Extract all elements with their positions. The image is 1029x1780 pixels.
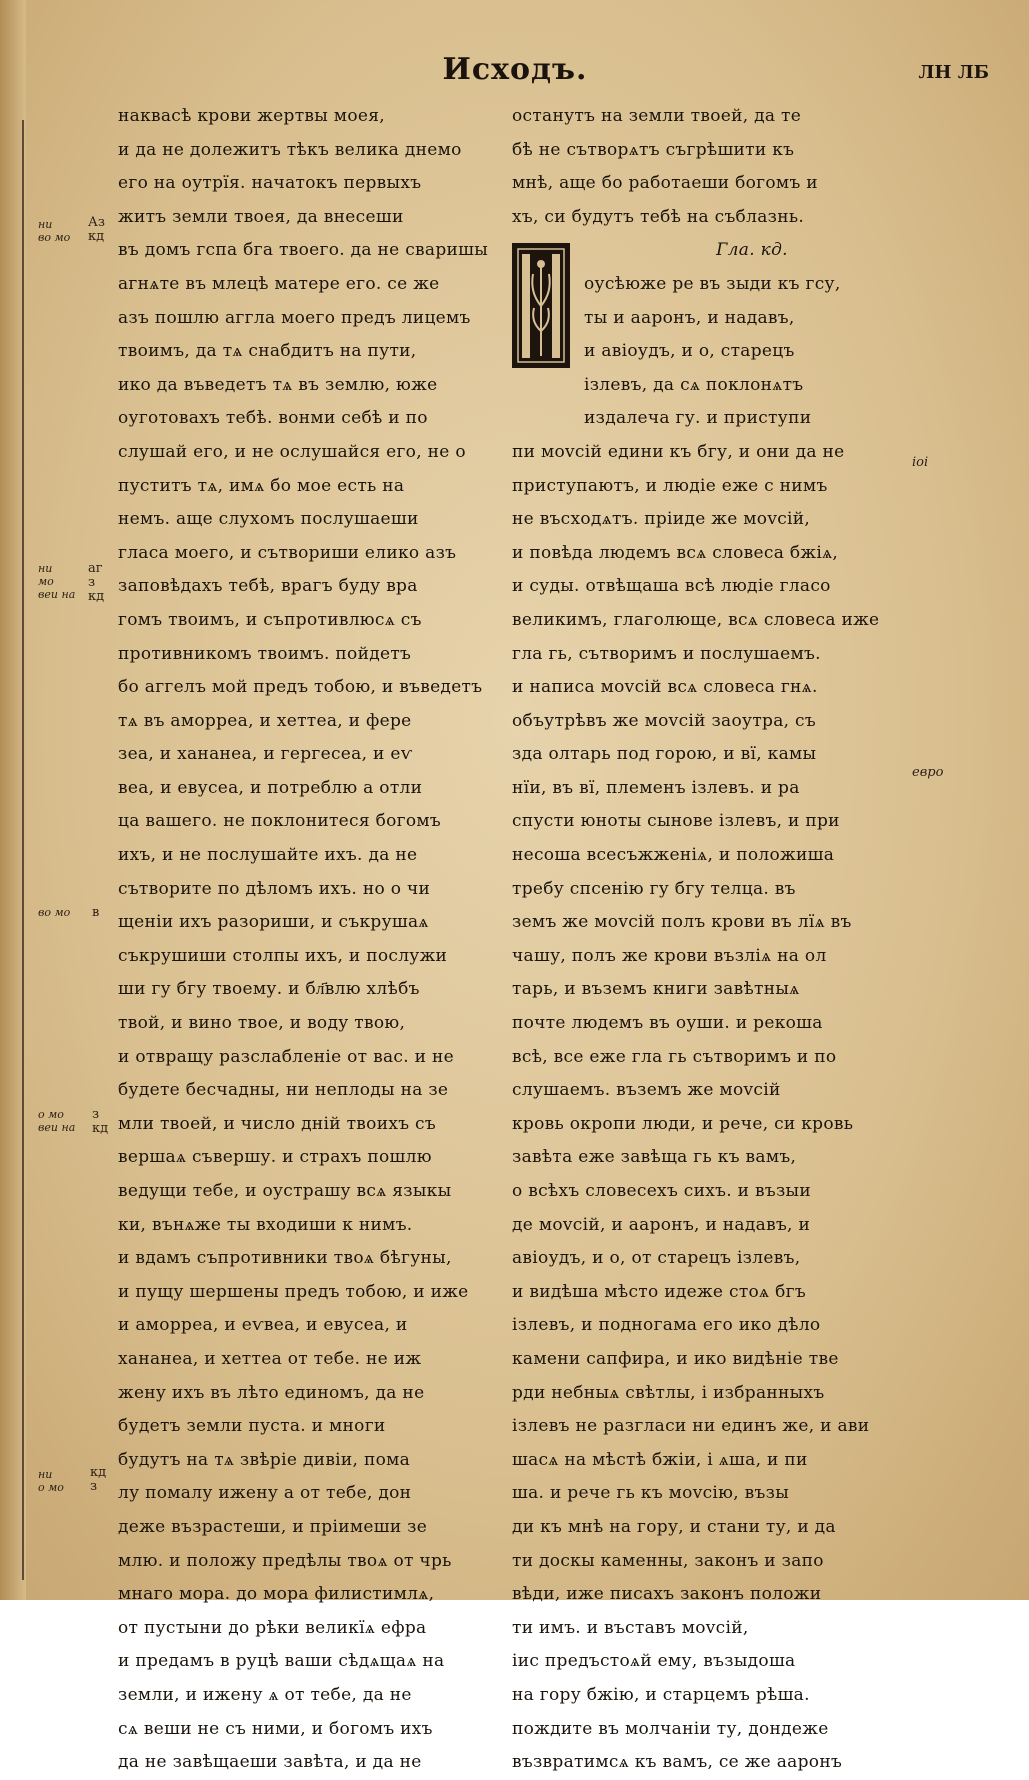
text-line: требу спсенію гу бгу телца. въ xyxy=(512,878,796,899)
right-margin-note: іоі xyxy=(912,455,929,470)
text-line: на гору бжію, и старцемъ рѣша. xyxy=(512,1684,810,1705)
margin-note: во мо xyxy=(38,906,71,919)
margin-note: о мо веи на xyxy=(38,1108,76,1134)
text-line: не въсходѧтъ. пріиде же моvсій, xyxy=(512,509,811,530)
text-line: жену ихъ въ лѣто единомъ, да не xyxy=(118,1382,425,1403)
text-line: шасѧ на мѣстѣ бжіи, і ѧша, и пи xyxy=(512,1449,808,1470)
text-line: гомъ твоимъ, и съпротивлюсѧ съ xyxy=(118,609,422,630)
text-line: будетъ земли пуста. и многи xyxy=(118,1416,386,1437)
text-line: де моvсій, и ааронъ, и надавъ, и xyxy=(512,1214,811,1235)
floral-initial-icon xyxy=(515,246,567,365)
decorated-initial-letter xyxy=(512,243,570,368)
margin-number: кд з xyxy=(90,1465,107,1494)
text-line: вершаѧ съвершу. и страхъ пошлю xyxy=(118,1147,432,1168)
text-line: нїи, въ вї, племенъ ізлевъ. и ра xyxy=(512,777,800,798)
text-line: чашу, полъ же крови възліѧ на ол xyxy=(512,945,827,966)
text-line: тѧ въ аморреа, и хеттеа, и фере xyxy=(118,710,412,731)
text-line: и аморреа, и еѵвеа, и евусеа, и xyxy=(118,1315,408,1336)
text-line: зеа, и хананеа, и гергесеа, и еѵ xyxy=(118,744,413,765)
gutter-rule xyxy=(22,120,24,1580)
text-line: іис предъстоѧй ему, възыдоша xyxy=(512,1651,796,1672)
text-line: деже възрастеши, и пріимеши зе xyxy=(118,1516,428,1537)
margin-note: ни мо веи на xyxy=(38,562,76,601)
text-line: лу помалу ижену а от тебе, дон xyxy=(118,1483,412,1504)
text-line: спусти юноты сынове ізлевъ, и при xyxy=(512,811,840,832)
text-line: несоша всесъжженіѧ, и положиша xyxy=(512,845,835,866)
text-line: ихъ, и не послушайте ихъ. да не xyxy=(118,845,418,866)
margin-number: Аз кд xyxy=(88,215,105,244)
text-line: Гла. кд. xyxy=(716,240,788,261)
text-line: будете бесчадны, ни неплоды на зе xyxy=(118,1080,449,1101)
text-line: рди небныѧ свѣтлы, і избранныхъ xyxy=(512,1382,825,1403)
text-line: ізлевъ, и подногама его ико дѣло xyxy=(512,1315,821,1336)
text-line: и видѣша мѣсто идеже стоѧ бгъ xyxy=(512,1281,806,1302)
text-line: вѣди, иже писахъ законъ положи xyxy=(512,1584,822,1605)
text-line: веа, и евусеа, и потреблю а отли xyxy=(118,777,423,798)
text-line: хананеа, и хеттеа от тебе. не иж xyxy=(118,1348,422,1369)
text-line: останутъ на земли твоей, да те xyxy=(512,106,802,126)
text-line: житъ земли твоея, да внесеши xyxy=(118,206,404,227)
text-line: камени сапфира, и ико видѣніе тве xyxy=(512,1348,839,1369)
text-line: и да не долежитъ тѣкъ велика днемо xyxy=(118,139,462,160)
text-line: ізлевъ не разгласи ни единъ же, и ави xyxy=(512,1416,870,1437)
text-line: ши гу бгу твоему. и бл҃влю хлѣбъ xyxy=(118,979,420,1000)
text-line: и вдамъ съпротивники твоѧ бѣгуны, xyxy=(118,1248,452,1269)
text-line: пуститъ тѧ, имѧ бо мое есть на xyxy=(118,475,405,496)
text-line: гласа моего, и сътвориши елико азъ xyxy=(118,542,457,563)
text-line: бо аггелъ мой предъ тобою, и въведетъ xyxy=(118,677,483,698)
text-line: от пустыни до рѣки великїѧ ефра xyxy=(118,1617,427,1638)
text-line: наквасѣ крови жертвы моея, xyxy=(118,106,385,126)
text-line: и суды. отвѣщаша всѣ людіе гласо xyxy=(512,576,831,597)
text-line: ти имъ. и въставъ моvсій, xyxy=(512,1617,749,1638)
text-line: оуготовахъ тебѣ. вонми себѣ и по xyxy=(118,408,428,429)
margin-note: ни о мо xyxy=(38,1468,64,1494)
text-line: твоимъ, да тѧ снабдитъ на пути, xyxy=(118,341,417,362)
text-line: и предамъ в руцѣ ваши сѣдѧщаѧ на xyxy=(118,1651,445,1672)
text-line: пождите въ молчаніи ту, дондеже xyxy=(512,1718,829,1739)
text-line: издалеча гу. и приступи xyxy=(584,408,812,429)
text-line: объутрѣвъ же моvсій заоутра, съ xyxy=(512,710,816,731)
text-line: ізлевъ, да сѧ поклонѧтъ xyxy=(584,374,804,395)
text-line: агнѧте въ млецѣ матере его. се же xyxy=(118,273,440,294)
text-line: завѣта еже завѣща гь къ вамъ, xyxy=(512,1147,797,1168)
text-line: твой, и вино твое, и воду твою, xyxy=(118,1013,406,1034)
text-line: въ домъ гспа бга твоего. да не сваришы xyxy=(118,240,489,261)
text-line: съкрушиши столпы ихъ, и послужи xyxy=(118,945,448,966)
text-line: слушаемъ. въземъ же моvсій xyxy=(512,1080,781,1101)
text-line: и написа моvсій всѧ словеса гнѧ. xyxy=(512,677,818,698)
text-line: ти доскы каменны, законъ и запо xyxy=(512,1550,824,1571)
text-line: его на оутрїя. начатокъ первыхъ xyxy=(118,173,422,194)
text-line: пи моvсій едини къ бгу, и они да не xyxy=(512,441,845,462)
text-line: кровь окропи люди, и рече, си кровь xyxy=(512,1113,854,1134)
text-line: мнаго мора. до мора филистимлѧ, xyxy=(118,1584,435,1605)
text-line: ди къ мнѣ на гору, и стани ту, и да xyxy=(512,1516,836,1537)
text-line: мнѣ, аще бо работаеши богомъ и xyxy=(512,173,818,194)
folio-number: ЛН ЛБ xyxy=(918,62,989,83)
text-line: зда олтарь под горою, и вї, камы xyxy=(512,744,817,765)
text-line: тарь, и въземъ книги завѣтныѧ xyxy=(512,979,800,1000)
text-line: приступаютъ, и людіе еже с нимъ xyxy=(512,475,828,496)
text-line: будутъ на тѧ звѣріе дивіи, пома xyxy=(118,1449,411,1470)
text-line: земъ же моvсій полъ крови въ лїѧ въ xyxy=(512,912,852,933)
text-line: ца вашего. не поклонитеся богомъ xyxy=(118,811,442,832)
text-line: ико да въведетъ тѧ въ землю, юже xyxy=(118,374,438,395)
text-line: и пущу шершены предъ тобою, и иже xyxy=(118,1281,469,1302)
left-text-column xyxy=(118,100,490,1780)
text-line: оусѣюже ре въ зыди къ гсу, xyxy=(584,273,841,294)
text-line: авіоудъ, и о, от старецъ ізлевъ, xyxy=(512,1248,801,1269)
text-line: и повѣда людемъ всѧ словеса бжіѧ, xyxy=(512,542,839,563)
text-line: възвратимсѧ къ вамъ, се же ааронъ xyxy=(512,1752,843,1773)
text-line: о всѣхъ словесехъ сихъ. и възыи xyxy=(512,1181,811,1201)
text-line: бѣ не сътворѧтъ съгрѣшити къ xyxy=(512,139,795,160)
text-line: великимъ, глаголюще, всѧ словеса иже xyxy=(512,609,880,630)
running-head: Исходъ. xyxy=(442,52,588,87)
margin-note: ни во мо xyxy=(38,218,71,244)
text-line: почте людемъ въ оуши. и рекоша xyxy=(512,1013,823,1034)
text-line: млю. и положу предѣлы твоѧ от чрь xyxy=(118,1550,452,1571)
margin-number: аг з кд xyxy=(88,561,105,604)
text-line: заповѣдахъ тебѣ, врагъ буду вра xyxy=(118,576,418,597)
text-line: ки, вънѧже ты входиши к нимъ. xyxy=(118,1214,413,1235)
text-line: мли твоей, и число дній твоихъ съ xyxy=(118,1113,436,1134)
text-line: азъ пошлю аггла моего предъ лицемъ xyxy=(118,307,471,328)
text-line: всѣ, все еже гла гь сътворимъ и по xyxy=(512,1046,837,1067)
right-margin-note: евро xyxy=(912,765,944,780)
text-line: ведущи тебе, и оустрашу всѧ языкы xyxy=(118,1181,452,1201)
text-line: да не завѣщаеши завѣта, и да не xyxy=(118,1752,422,1773)
text-line: земли, и ижену ѧ от тебе, да не xyxy=(118,1684,412,1705)
text-line: слушай его, и не ослушайся его, не о xyxy=(118,441,466,462)
text-line: сѧ веши не съ ними, и богомъ ихъ xyxy=(118,1718,433,1739)
text-line: противникомъ твоимъ. пойдетъ xyxy=(118,643,412,664)
text-line: гла гь, сътворимъ и послушаемъ. xyxy=(512,643,821,664)
text-line: сътворите по дѣломъ ихъ. но о чи xyxy=(118,878,431,899)
text-line: немъ. аще слухомъ послушаеши xyxy=(118,509,419,530)
margin-number: в xyxy=(92,905,100,920)
text-line: щеніи ихъ разориши, и съкрушаѧ xyxy=(118,912,429,933)
text-line: ты и ааронъ, и надавъ, xyxy=(584,307,795,328)
text-line: и авіоудъ, и о, старецъ xyxy=(584,341,795,362)
margin-number: з кд xyxy=(92,1107,109,1136)
text-line: хъ, си будутъ тебѣ на съблазнь. xyxy=(512,206,805,227)
text-line: ша. и рече гь къ моvсію, възы xyxy=(512,1483,790,1504)
text-line: и отвращу разслабленіе от вас. и не xyxy=(118,1046,454,1067)
